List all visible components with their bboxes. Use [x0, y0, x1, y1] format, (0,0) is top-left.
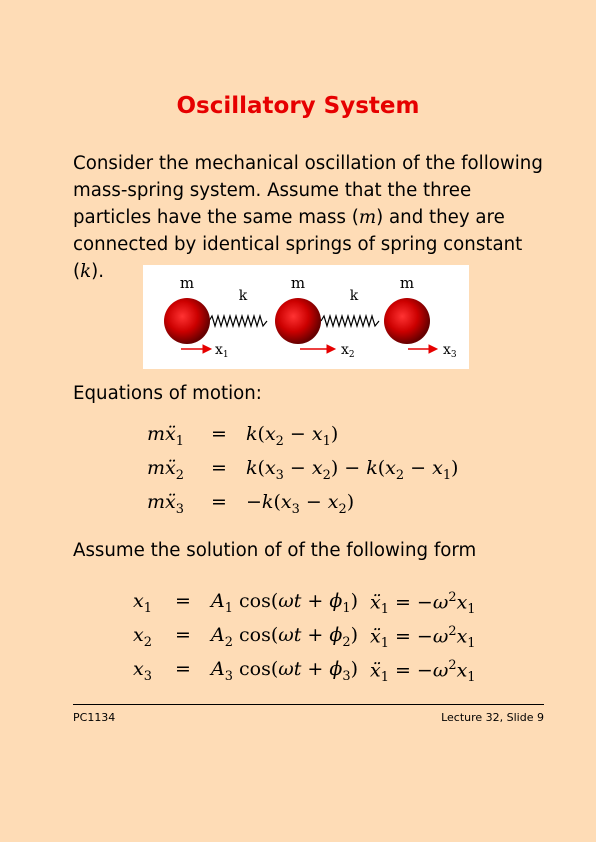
spring-label-1: k [238, 288, 248, 304]
sol-1-accel: ẍ$_1$ = $-\omega^2x_1$ [370, 590, 476, 618]
spring-2 [321, 316, 379, 326]
intro-text-1: Consider the mechanical oscillation of the following mass-spring system. Assume that the three particles have the same mass ( [73, 153, 543, 228]
sol-2-accel: ẍ$_1$ = $-\omega^2x_1$ [370, 624, 476, 652]
mass-3 [384, 298, 430, 344]
mass-label-1: m [179, 274, 195, 292]
sol-3-rhs: $A_3$ $\cos(\omega t + \phi_3)$ [211, 658, 358, 684]
slide-title: Oscillatory System [176, 93, 420, 119]
mass-label-3: m [399, 274, 415, 292]
mass-spring-diagram [143, 265, 469, 369]
displacement-label-1: $x_1$ [215, 342, 229, 360]
arrow-x2-head [327, 345, 335, 353]
arrow-x1-head [203, 345, 211, 353]
sol-1-rhs: $A_1$ $\cos(\omega t + \phi_1)$ [211, 590, 358, 616]
mass-symbol: m [358, 207, 377, 228]
eom-1-lhs: mẍ$_1$ [147, 423, 184, 449]
arrow-x3-head [429, 345, 437, 353]
eom-3-rhs: $-k(x_3 - x_2)$ [246, 491, 355, 517]
assume-label: Assume the solution of of the following form [73, 540, 477, 561]
eom-2-rhs: $k(x_3 - x_2) - k(x_2 - x_1)$ [246, 457, 459, 483]
sol-2-lhs: $x_2$ [133, 624, 152, 650]
sol-2-eq: = [175, 624, 191, 646]
footer-page: Lecture 32, Slide 9 [441, 711, 544, 724]
eom-1-rhs: $k(x_2 - x_1)$ [246, 423, 339, 449]
sol-3-eq: = [175, 658, 191, 680]
mass-label-2: m [290, 274, 306, 292]
equations-label: Equations of motion: [73, 383, 262, 404]
footer-course: PC1134 [73, 711, 116, 724]
mass-spring-figure [143, 265, 469, 369]
spring-label-2: k [349, 288, 359, 304]
intro-text-3: ). [91, 261, 105, 282]
spring-1 [209, 316, 267, 326]
intro-text-2: ) and they are connected by identical springs of spring constant ( [73, 207, 523, 282]
sol-1-lhs: $x_1$ [133, 590, 152, 616]
mass-1 [164, 298, 210, 344]
displacement-label-3: $x_3$ [443, 342, 457, 360]
eom-2-lhs: mẍ$_2$ [147, 457, 184, 483]
displacement-label-2: $x_2$ [341, 342, 355, 360]
sol-1-eq: = [175, 590, 191, 612]
sol-2-rhs: $A_2$ $\cos(\omega t + \phi_2)$ [211, 624, 358, 650]
footer-divider [73, 704, 544, 705]
eom-3-eq: = [211, 491, 227, 513]
eom-1-eq: = [211, 423, 227, 445]
eom-2-eq: = [211, 457, 227, 479]
sol-3-lhs: $x_3$ [133, 658, 152, 684]
mass-2 [275, 298, 321, 344]
spring-constant-symbol: k [80, 261, 92, 282]
sol-3-accel: ẍ$_1$ = $-\omega^2x_1$ [370, 658, 476, 686]
eom-3-lhs: mẍ$_3$ [147, 491, 184, 517]
